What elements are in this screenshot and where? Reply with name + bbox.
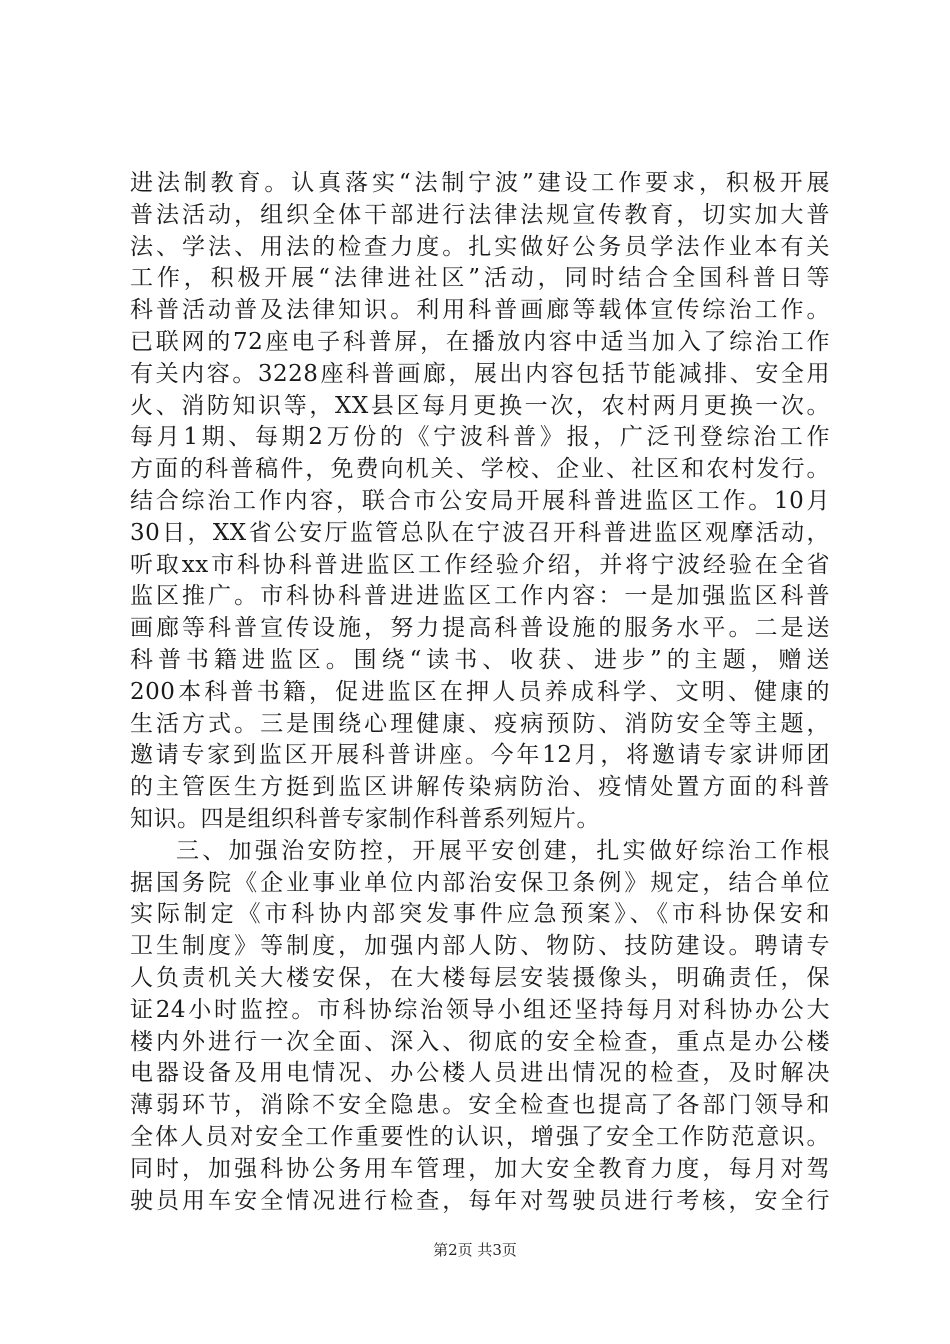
text-line: 楼内外进行一次全面、深入、彻底的安全检查，重点是办公楼 <box>130 1028 830 1055</box>
text-line: 知识。四是组织科普专家制作科普系列短片。 <box>130 805 600 832</box>
text-line: 30日，XX省公安厅监管总队在宁波召开科普进监区观摩活动， <box>130 519 830 546</box>
text-line: 火、消防知识等，XX县区每月更换一次，农村两月更换一次。 <box>130 392 830 419</box>
text-line: 电器设备及用电情况、办公楼人员进出情况的检查，及时解决 <box>130 1060 830 1087</box>
paragraph <box>130 168 830 836</box>
text-line: 驶员用车安全情况进行检查，每年对驾驶员进行考核，安全行 <box>130 1187 830 1214</box>
text-line: 每月1期、每期2万份的《宁波科普》报，广泛刊登综治工作 <box>130 424 830 451</box>
page-number-footer: 第2页 共3页 <box>433 1241 517 1259</box>
text-line: 普法活动，组织全体干部进行法律法规宣传教育，切实加大普 <box>130 201 830 228</box>
text-line: 三、加强治安防控，开展平安创建，扎实做好综治工作根 <box>176 837 830 864</box>
text-line: 的主管医生方挺到监区讲解传染病防治、疫情处置方面的科普 <box>130 774 830 801</box>
text-line: 听取xx市科协科普进监区工作经验介绍，并将宁波经验在全省 <box>130 551 830 578</box>
text-line: 科普活动普及法律知识。利用科普画廊等载体宣传综治工作。 <box>130 297 830 324</box>
text-line: 人负责机关大楼安保，在大楼每层安装摄像头，明确责任，保 <box>130 964 830 991</box>
text-line: 法、学法、用法的检查力度。扎实做好公务员学法作业本有关 <box>130 233 830 260</box>
text-line: 有关内容。3228座科普画廊，展出内容包括节能减排、安全用 <box>130 360 830 387</box>
text-line: 结合综治工作内容，联合市公安局开展科普进监区工作。10月 <box>130 487 830 514</box>
text-line: 卫生制度》等制度，加强内部人防、物防、技防建设。聘请专 <box>130 933 830 960</box>
text-line: 科普书籍进监区。围绕“读书、收获、进步”的主题，赠送 <box>130 646 830 673</box>
text-line: 同时，加强科协公务用车管理，加大安全教育力度，每月对驾 <box>130 1155 830 1182</box>
text-line: 证24小时监控。市科协综治领导小组还坚持每月对科协办公大 <box>130 996 830 1023</box>
document-body <box>130 168 830 1217</box>
text-line: 监区推广。市科协科普进进监区工作内容：一是加强监区科普 <box>130 583 830 610</box>
text-line: 全体人员对安全工作重要性的认识，增强了安全工作防范意识。 <box>130 1123 830 1150</box>
text-line: 邀请专家到监区开展科普讲座。今年12月，将邀请专家讲师团 <box>130 742 830 769</box>
text-line: 200本科普书籍，促进监区在押人员养成科学、文明、健康的 <box>130 678 830 705</box>
text-line: 画廊等科普宣传设施，努力提高科普设施的服务水平。二是送 <box>130 615 830 642</box>
text-line: 方面的科普稿件，免费向机关、学校、企业、社区和农村发行。 <box>130 456 830 483</box>
text-line: 据国务院《企业事业单位内部治安保卫条例》规定，结合单位 <box>130 869 830 896</box>
paragraph <box>130 836 830 1218</box>
text-line: 已联网的72座电子科普屏，在播放内容中适当加入了综治工作 <box>130 328 830 355</box>
text-line: 实际制定《市科协内部突发事件应急预案》、《市科协保安和 <box>130 901 830 928</box>
text-line: 工作，积极开展“法律进社区”活动，同时结合全国科普日等 <box>130 265 830 292</box>
text-line: 生活方式。三是围绕心理健康、疫病预防、消防安全等主题， <box>130 710 830 737</box>
text-line: 薄弱环节，消除不安全隐患。安全检查也提高了各部门领导和 <box>130 1092 830 1119</box>
text-line: 进法制教育。认真落实“法制宁波”建设工作要求，积极开展 <box>130 170 830 196</box>
